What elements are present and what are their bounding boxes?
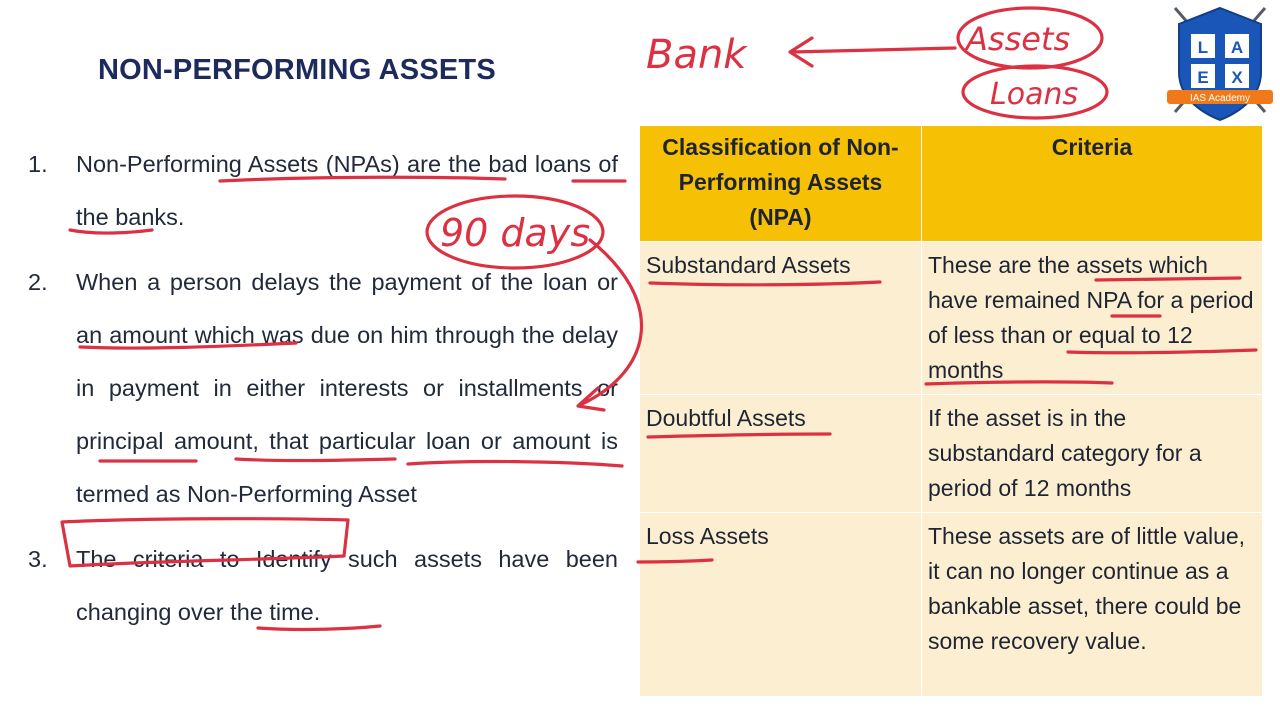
logo-letter: E — [1197, 68, 1209, 87]
criteria-cell: These are the assets which have remained NPA for a period of less than or equal to 12 months — [922, 242, 1263, 395]
assets-annotation: Assets — [966, 20, 1071, 58]
bullet-list — [28, 138, 618, 639]
list-item-text: Non-Performing Assets (NPAs) are the bad loans of the banks. — [76, 151, 618, 230]
days-annotation: 90 days — [440, 211, 591, 255]
list-item — [28, 138, 618, 244]
classification-cell: Substandard Assets — [640, 242, 922, 395]
classification-cell: Doubtful Assets — [640, 395, 922, 513]
list-item — [28, 256, 618, 521]
criteria-cell: These assets are of little value, it can no longer continue as a bankable asset, there could be some recovery value. — [922, 513, 1263, 697]
logo-letter: L — [1197, 38, 1209, 57]
academy-logo — [1165, 2, 1275, 124]
table-row — [640, 395, 1263, 513]
table-row — [640, 242, 1263, 395]
page-title: NON-PERFORMING ASSETS — [98, 54, 496, 86]
criteria-cell: If the asset is in the substandard category for a period of 12 months — [922, 395, 1263, 513]
logo-caption: IAS Academy — [1189, 93, 1251, 104]
list-item-number: 1. — [28, 151, 48, 177]
list-item-number: 3. — [28, 546, 48, 572]
table-row — [640, 513, 1263, 697]
assets-circle — [958, 8, 1102, 68]
list-item-number: 2. — [28, 269, 48, 295]
loans-circle — [963, 66, 1107, 118]
list-item-text: The criteria to Identify such assets have been changing over the time. — [76, 546, 618, 625]
column-header-criteria: Criteria — [922, 126, 1263, 242]
loans-annotation: Loans — [990, 77, 1079, 112]
logo-letter: X — [1231, 68, 1243, 87]
npa-classification-table — [639, 125, 1263, 697]
table-header-row — [640, 126, 1263, 242]
logo-letter: A — [1230, 38, 1244, 57]
list-item-text: When a person delays the payment of the loan or an amount which was due on him through the delay in payment in either interests or installments or principal amount, that particular loan or amount is termed as Non-Performing Asset — [76, 269, 618, 507]
column-header-classification: Classification of Non-Performing Assets (NPA) — [640, 126, 922, 242]
arrow-left-icon — [790, 38, 955, 66]
list-item — [28, 533, 618, 639]
classification-cell: Loss Assets — [640, 513, 922, 697]
bank-annotation: Bank — [646, 32, 747, 78]
